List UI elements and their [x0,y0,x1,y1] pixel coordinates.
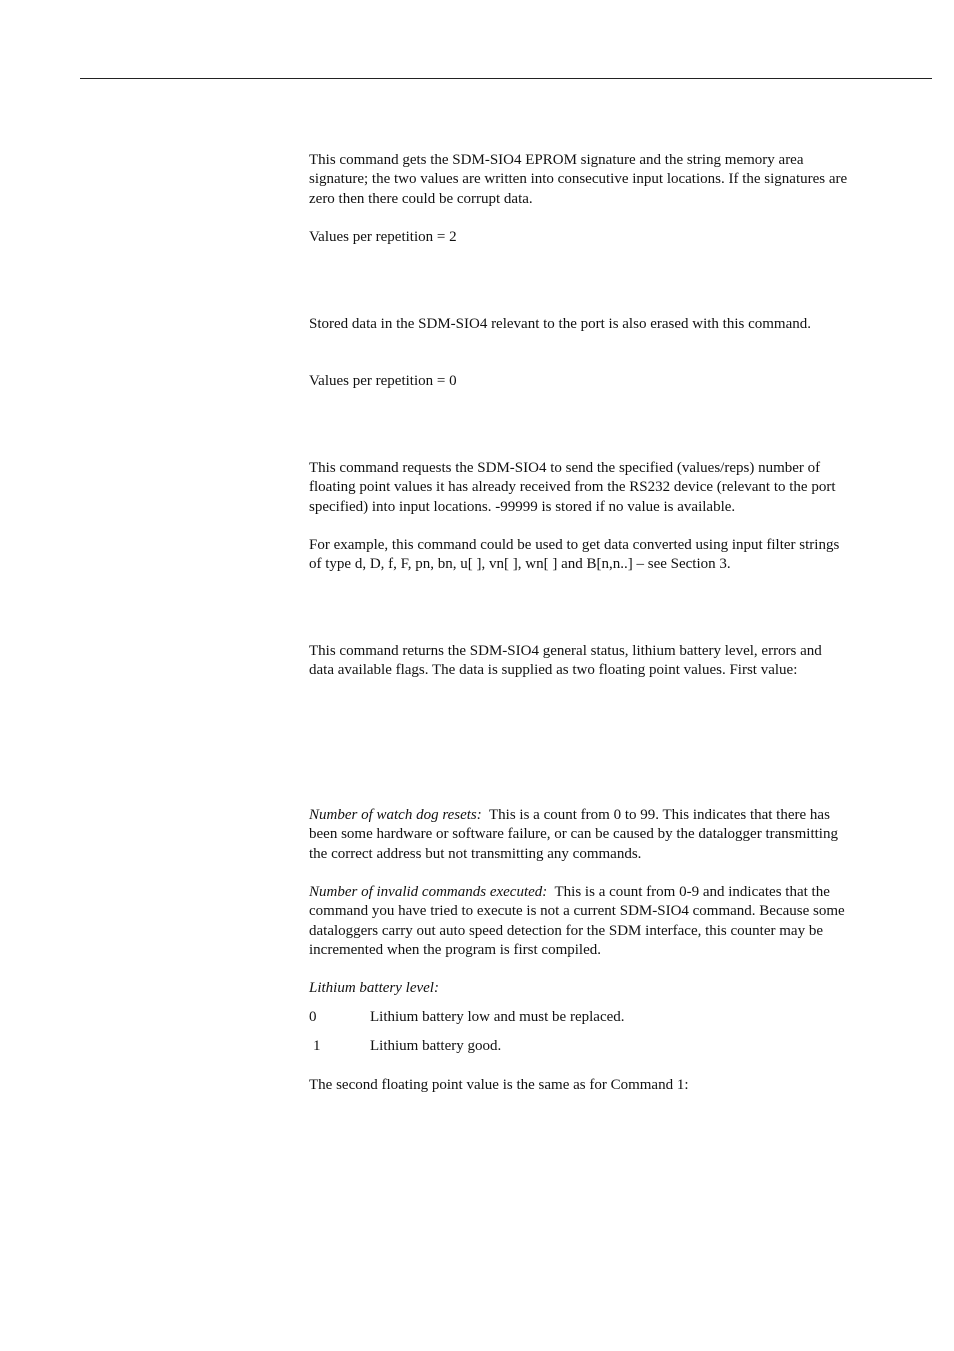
erase-paragraph: Stored data in the SDM-SIO4 relevant to the port is also erased with this command. [309,316,811,332]
header-rule [80,78,932,79]
battery-label-paragraph [309,979,849,998]
floating-paragraph: This command requests the SDM-SIO4 to send the specified (values/reps) number of floating point values it has already received from the RS232 device (relevant to the port specified) into input locations. -99999 is stored if no value is available. [309,460,836,515]
watchdog-paragraph [309,806,849,864]
battery-item-num: 1 [313,1038,321,1054]
invalid-commands-paragraph [309,883,849,960]
floating-example-paragraph: For example, this command could be used to get data converted using input filter strings of type d, D, f, F, pn, bn, u[ ], vn[ ], wn[ ] and B[n,n..] – see Section 3. [309,537,840,573]
battery-item-text: Lithium battery low and must be replaced. [370,1009,625,1025]
battery-item-num: 0 [309,1009,317,1025]
second-value-paragraph: The second floating point value is the same as for Command 1: [309,1077,689,1093]
invalid-label: Number of invalid commands executed: [309,884,548,900]
status-paragraph: This command returns the SDM-SIO4 general status, lithium battery level, errors and data available flags. The data is supplied as two floating point values. First value: [309,643,822,679]
erase-values-line: Values per repetition = 0 [309,373,457,389]
signature-values-line: Values per repetition = 2 [309,229,457,245]
invalid-text: This is a count from 0-9 and indicates that the command you have tried to execute is not a current SDM-SIO4 command. Because some dataloggers carry out auto speed detection for the SDM interface, this counter may be incremented when the program is first compiled. [309,884,845,958]
battery-label: Lithium battery level: [309,980,439,996]
battery-item-text: Lithium battery good. [370,1038,502,1054]
signature-paragraph: This command gets the SDM-SIO4 EPROM signature and the string memory area signature; the two values are written into consecutive input locations. If the signatures are zero then there could be corrupt data. [309,152,848,207]
watchdog-label: Number of watch dog resets: [309,807,482,823]
watchdog-text: This is a count from 0 to 99. This indicates that there has been some hardware or software failure, or can be caused by the datalogger transmitting the correct address but not transmitting any commands. [309,807,838,862]
